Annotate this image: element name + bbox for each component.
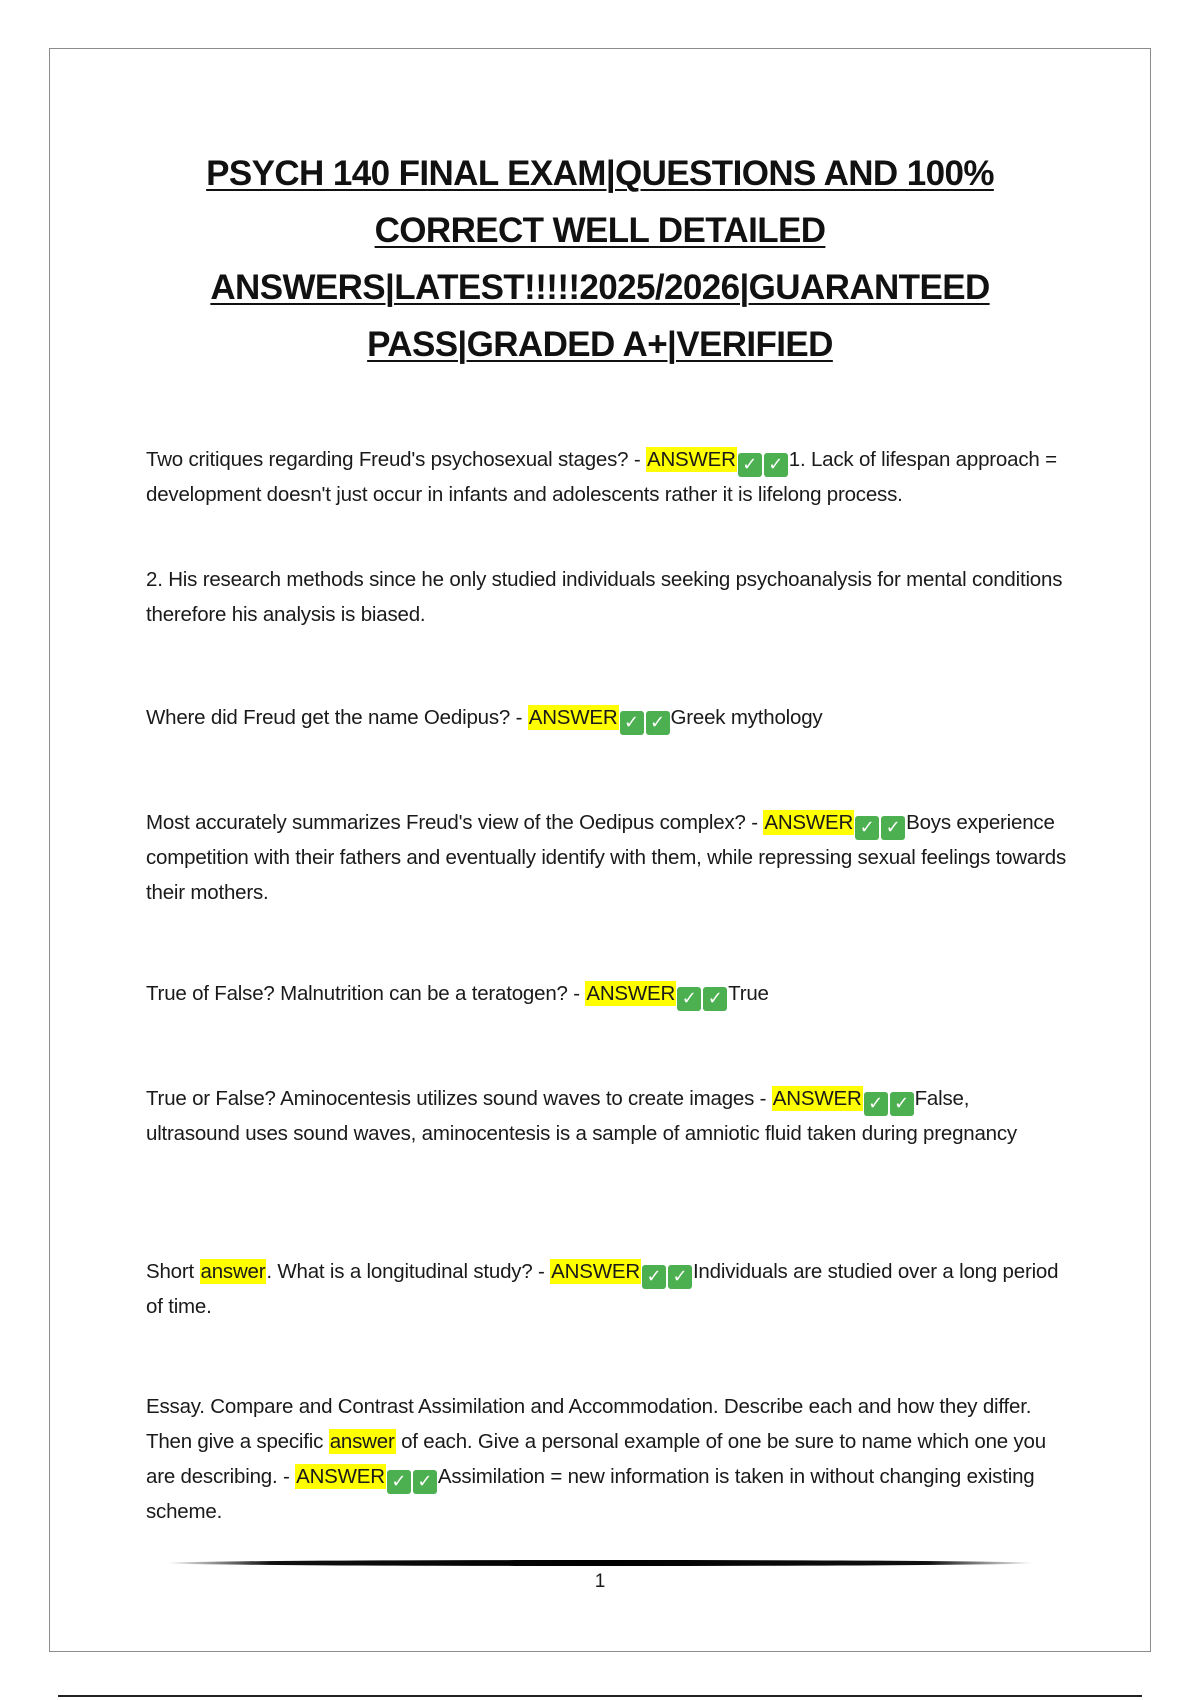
qa-item-4 — [146, 976, 1066, 1011]
answer-text: True — [728, 982, 769, 1005]
answer-tag: ANSWER — [528, 706, 618, 729]
answer-tag: ANSWER — [551, 1260, 640, 1283]
question-text: of each. Give a personal example of one be sure to name which one you are describing. - — [146, 1430, 1046, 1488]
answer-tag: ANSWER — [772, 1087, 862, 1110]
question-text: True or False? Aminocentesis utilizes sound waves to create images - — [146, 1087, 772, 1110]
check-icon: ✓ — [738, 453, 762, 477]
question-text: Where did Freud get the name Oedipus? - — [146, 706, 528, 729]
highlighted-word: answer — [329, 1430, 395, 1453]
question-text: Two critiques regarding Freud's psychosexual stages? - — [146, 448, 646, 471]
question-text: True of False? Malnutrition can be a teratogen? - — [146, 982, 586, 1005]
check-icon: ✓ — [646, 711, 670, 735]
answer-text: 1. Lack of lifespan approach = development doesn't just occur in infants and adolescents rather it is lifelong process. — [146, 448, 1057, 506]
page-bottom-edge — [58, 1695, 1142, 1697]
check-icon: ✓ — [703, 987, 727, 1011]
title-line-4: PASS|GRADED A+|VERIFIED — [367, 325, 833, 364]
title-line-1: PSYCH 140 FINAL EXAM|QUESTIONS AND 100% — [206, 154, 994, 193]
title-line-3: ANSWERS|LATEST!!!!!2025/2026|GUARANTEED — [210, 268, 990, 307]
qa-item-7 — [146, 1389, 1066, 1529]
footer-divider — [166, 1560, 1034, 1566]
qa-item-3 — [146, 805, 1066, 910]
check-icon: ✓ — [668, 1265, 692, 1289]
qa-item-6 — [146, 1254, 1066, 1324]
answer-text: Greek mythology — [670, 706, 823, 729]
check-icon: ✓ — [677, 987, 701, 1011]
check-icon: ✓ — [413, 1470, 437, 1494]
qa-item-1 — [146, 442, 1066, 512]
highlighted-word: answer — [200, 1260, 266, 1283]
qa-item-5 — [146, 1081, 1066, 1151]
answer-text: False, ultrasound uses sound waves, aminocentesis is a sample of amniotic fluid taken during pregnancy — [146, 1087, 1017, 1145]
check-icon: ✓ — [620, 711, 644, 735]
answer-text: Individuals are studied over a long period of time. — [146, 1260, 1059, 1318]
check-icon: ✓ — [387, 1470, 411, 1494]
question-text: . What is a longitudinal study? - — [266, 1260, 551, 1283]
question-text: Short — [146, 1260, 200, 1283]
check-icon: ✓ — [764, 453, 788, 477]
question-text: Most accurately summarizes Freud's view of the Oedipus complex? - — [146, 811, 764, 834]
answer-tag: ANSWER — [764, 811, 854, 834]
answer-text-extra: 2. His research methods since he only studied individuals seeking psychoanalysis for mental conditions therefore his analysis is biased. — [146, 568, 1063, 626]
check-icon: ✓ — [890, 1092, 914, 1116]
page-number: 1 — [594, 1571, 606, 1592]
answer-tag: ANSWER — [646, 448, 736, 471]
question-text: Essay. Compare and Contrast Assimilation and Accommodation. Describe each and how they differ. Then give a specific — [146, 1395, 1032, 1453]
qa-item-1-continued — [146, 562, 1066, 632]
document-title — [100, 145, 1100, 373]
answer-text: Boys experience competition with their fathers and eventually identify with them, while repressing sexual feelings towards their mothers. — [146, 811, 1066, 904]
title-line-2: CORRECT WELL DETAILED — [374, 211, 826, 250]
answer-tag: ANSWER — [586, 982, 676, 1005]
check-icon: ✓ — [864, 1092, 888, 1116]
check-icon: ✓ — [881, 816, 905, 840]
qa-item-2 — [146, 700, 1066, 735]
answer-tag: ANSWER — [296, 1465, 385, 1488]
check-icon: ✓ — [642, 1265, 666, 1289]
check-icon: ✓ — [855, 816, 879, 840]
answer-text: Assimilation = new information is taken in without changing existing scheme. — [146, 1465, 1035, 1523]
